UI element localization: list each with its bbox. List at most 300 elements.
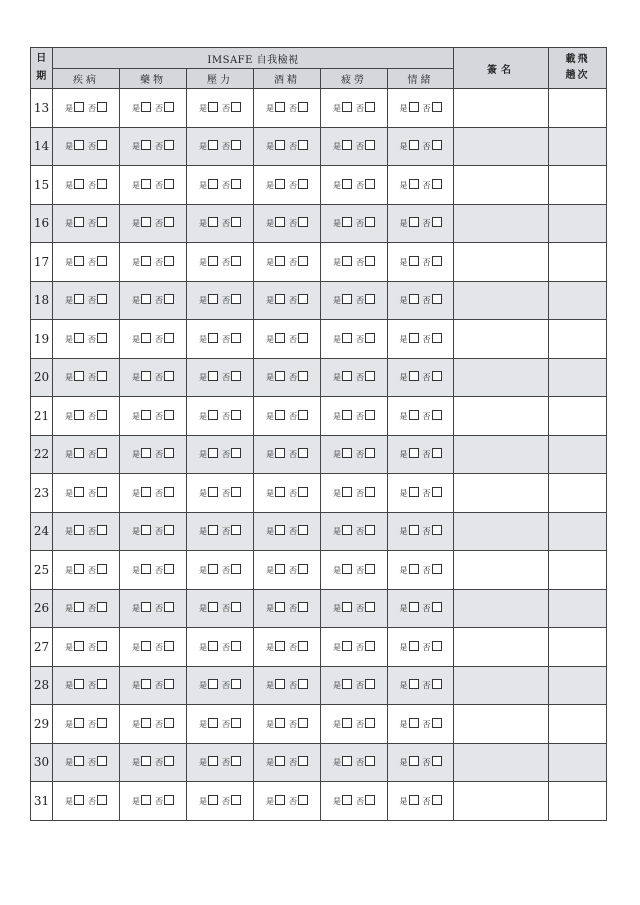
sortie-count-cell[interactable] [549, 89, 607, 128]
yes-checkbox[interactable] [141, 602, 151, 612]
no-checkbox[interactable] [97, 718, 107, 728]
sortie-count-cell[interactable] [549, 666, 607, 705]
yes-checkbox[interactable] [275, 256, 285, 266]
no-checkbox[interactable] [97, 448, 107, 458]
no-checkbox[interactable] [97, 294, 107, 304]
yes-checkbox[interactable] [342, 102, 352, 112]
no-checkbox[interactable] [164, 102, 174, 112]
yes-checkbox[interactable] [141, 217, 151, 227]
no-checkbox[interactable] [164, 140, 174, 150]
yes-checkbox[interactable] [409, 718, 419, 728]
no-checkbox[interactable] [298, 602, 308, 612]
yes-checkbox[interactable] [342, 333, 352, 343]
yes-checkbox[interactable] [208, 525, 218, 535]
no-option [289, 641, 308, 653]
yes-checkbox[interactable] [275, 102, 285, 112]
no-checkbox[interactable] [231, 564, 241, 574]
yes-label: 是 [199, 296, 207, 306]
yes-checkbox[interactable] [141, 718, 151, 728]
no-checkbox[interactable] [298, 294, 308, 304]
no-checkbox[interactable] [432, 179, 442, 189]
yes-checkbox[interactable] [342, 679, 352, 689]
no-checkbox[interactable] [432, 140, 442, 150]
no-checkbox[interactable] [231, 410, 241, 420]
no-checkbox[interactable] [97, 525, 107, 535]
no-checkbox[interactable] [231, 679, 241, 689]
sortie-count-cell[interactable] [549, 705, 607, 744]
sortie-count-cell[interactable] [549, 320, 607, 359]
no-checkbox[interactable] [432, 679, 442, 689]
no-checkbox[interactable] [164, 410, 174, 420]
no-checkbox[interactable] [231, 795, 241, 805]
no-checkbox[interactable] [365, 564, 375, 574]
yes-checkbox[interactable] [342, 256, 352, 266]
yes-checkbox[interactable] [74, 525, 84, 535]
no-checkbox[interactable] [231, 487, 241, 497]
yes-label: 是 [399, 103, 408, 113]
no-checkbox[interactable] [298, 718, 308, 728]
yes-checkbox[interactable] [275, 641, 285, 651]
no-checkbox[interactable] [164, 756, 174, 766]
yes-checkbox[interactable] [275, 679, 285, 689]
yes-checkbox[interactable] [275, 564, 285, 574]
no-checkbox[interactable] [298, 371, 308, 381]
yes-option [266, 333, 285, 345]
no-checkbox[interactable] [365, 679, 375, 689]
sortie-label-top: 載飛 [565, 54, 590, 65]
yes-checkbox[interactable] [275, 756, 285, 766]
no-checkbox[interactable] [97, 795, 107, 805]
yes-checkbox[interactable] [208, 641, 218, 651]
yes-checkbox[interactable] [208, 333, 218, 343]
signature-cell[interactable] [454, 127, 549, 166]
yes-checkbox[interactable] [208, 602, 218, 612]
no-checkbox[interactable] [97, 217, 107, 227]
no-checkbox[interactable] [432, 256, 442, 266]
yes-checkbox[interactable] [409, 448, 419, 458]
yes-checkbox[interactable] [342, 602, 352, 612]
sortie-count-cell[interactable] [549, 166, 607, 205]
no-checkbox[interactable] [365, 718, 375, 728]
sortie-count-cell[interactable] [549, 743, 607, 782]
signature-cell[interactable] [454, 551, 549, 590]
yes-checkbox[interactable] [74, 602, 84, 612]
sortie-count-cell[interactable] [549, 204, 607, 243]
no-checkbox[interactable] [365, 525, 375, 535]
no-checkbox[interactable] [298, 679, 308, 689]
no-checkbox[interactable] [298, 217, 308, 227]
yes-checkbox[interactable] [275, 371, 285, 381]
yes-checkbox[interactable] [74, 102, 84, 112]
yes-checkbox[interactable] [141, 641, 151, 651]
no-label: 否 [222, 719, 230, 729]
signature-cell[interactable] [454, 474, 549, 513]
yes-label: 是 [399, 796, 408, 806]
signature-cell[interactable] [454, 435, 549, 474]
no-checkbox[interactable] [432, 718, 442, 728]
no-checkbox[interactable] [298, 256, 308, 266]
no-checkbox[interactable] [164, 294, 174, 304]
yes-label: 是 [65, 180, 73, 190]
no-checkbox[interactable] [164, 448, 174, 458]
no-checkbox[interactable] [432, 410, 442, 420]
yes-checkbox[interactable] [275, 179, 285, 189]
yes-checkbox[interactable] [275, 140, 285, 150]
yes-checkbox[interactable] [141, 371, 151, 381]
no-checkbox[interactable] [164, 679, 174, 689]
no-checkbox[interactable] [231, 102, 241, 112]
signature-cell[interactable] [454, 743, 549, 782]
sortie-count-cell[interactable] [549, 551, 607, 590]
yes-checkbox[interactable] [208, 179, 218, 189]
no-checkbox[interactable] [231, 525, 241, 535]
yes-checkbox[interactable] [275, 602, 285, 612]
yes-checkbox[interactable] [409, 179, 419, 189]
yes-checkbox[interactable] [74, 448, 84, 458]
no-checkbox[interactable] [97, 256, 107, 266]
yes-checkbox[interactable] [409, 140, 419, 150]
yes-checkbox[interactable] [208, 256, 218, 266]
yes-label: 是 [199, 796, 207, 806]
no-checkbox[interactable] [365, 410, 375, 420]
yes-checkbox[interactable] [409, 294, 419, 304]
no-checkbox[interactable] [432, 294, 442, 304]
no-checkbox[interactable] [432, 448, 442, 458]
no-checkbox[interactable] [231, 217, 241, 227]
no-checkbox[interactable] [298, 487, 308, 497]
no-checkbox[interactable] [432, 217, 442, 227]
yes-checkbox[interactable] [409, 679, 419, 689]
yes-checkbox[interactable] [342, 525, 352, 535]
no-checkbox[interactable] [432, 564, 442, 574]
yes-checkbox[interactable] [275, 487, 285, 497]
no-checkbox[interactable] [365, 294, 375, 304]
yes-checkbox[interactable] [208, 102, 218, 112]
yes-checkbox[interactable] [141, 179, 151, 189]
yes-checkbox[interactable] [74, 679, 84, 689]
yes-checkbox[interactable] [141, 756, 151, 766]
yes-checkbox[interactable] [342, 487, 352, 497]
yes-checkbox[interactable] [342, 410, 352, 420]
no-checkbox[interactable] [365, 140, 375, 150]
yes-checkbox[interactable] [141, 333, 151, 343]
yes-checkbox[interactable] [74, 756, 84, 766]
signature-cell[interactable] [454, 243, 549, 282]
yes-checkbox[interactable] [208, 564, 218, 574]
yes-checkbox[interactable] [409, 102, 419, 112]
yes-checkbox[interactable] [409, 410, 419, 420]
no-checkbox[interactable] [298, 641, 308, 651]
yes-checkbox[interactable] [74, 718, 84, 728]
signature-cell[interactable] [454, 204, 549, 243]
yes-checkbox[interactable] [74, 641, 84, 651]
no-checkbox[interactable] [432, 795, 442, 805]
no-checkbox[interactable] [164, 718, 174, 728]
no-checkbox[interactable] [365, 448, 375, 458]
no-checkbox[interactable] [231, 179, 241, 189]
yes-checkbox[interactable] [275, 525, 285, 535]
no-checkbox[interactable] [298, 179, 308, 189]
no-label: 否 [289, 296, 297, 306]
no-checkbox[interactable] [365, 756, 375, 766]
no-checkbox[interactable] [298, 564, 308, 574]
yes-checkbox[interactable] [208, 140, 218, 150]
no-checkbox[interactable] [298, 102, 308, 112]
yes-checkbox[interactable] [409, 333, 419, 343]
yes-checkbox[interactable] [342, 795, 352, 805]
no-checkbox[interactable] [164, 371, 174, 381]
no-checkbox[interactable] [164, 487, 174, 497]
yes-checkbox[interactable] [342, 448, 352, 458]
yes-checkbox[interactable] [74, 256, 84, 266]
no-checkbox[interactable] [231, 294, 241, 304]
yes-checkbox[interactable] [141, 102, 151, 112]
no-checkbox[interactable] [298, 448, 308, 458]
no-checkbox[interactable] [164, 564, 174, 574]
signature-cell[interactable] [454, 705, 549, 744]
yes-checkbox[interactable] [409, 641, 419, 651]
signature-cell[interactable] [454, 512, 549, 551]
no-checkbox[interactable] [231, 718, 241, 728]
yes-checkbox[interactable] [409, 756, 419, 766]
signature-cell[interactable] [454, 589, 549, 628]
no-checkbox[interactable] [97, 641, 107, 651]
signature-cell[interactable] [454, 397, 549, 436]
sortie-count-cell[interactable] [549, 474, 607, 513]
yes-checkbox[interactable] [208, 795, 218, 805]
no-checkbox[interactable] [97, 487, 107, 497]
no-checkbox[interactable] [231, 602, 241, 612]
yes-checkbox[interactable] [409, 564, 419, 574]
no-checkbox[interactable] [365, 487, 375, 497]
signature-cell[interactable] [454, 666, 549, 705]
yes-checkbox[interactable] [342, 718, 352, 728]
yes-checkbox[interactable] [208, 371, 218, 381]
no-checkbox[interactable] [164, 217, 174, 227]
sortie-count-cell[interactable] [549, 628, 607, 667]
no-checkbox[interactable] [432, 641, 442, 651]
no-checkbox[interactable] [432, 371, 442, 381]
yes-checkbox[interactable] [141, 487, 151, 497]
signature-cell[interactable] [454, 782, 549, 821]
yes-checkbox[interactable] [74, 217, 84, 227]
sortie-label-bottom: 趟次 [565, 70, 590, 81]
yes-checkbox[interactable] [342, 641, 352, 651]
no-checkbox[interactable] [97, 602, 107, 612]
yes-checkbox[interactable] [409, 256, 419, 266]
signature-cell[interactable] [454, 628, 549, 667]
yes-checkbox[interactable] [141, 679, 151, 689]
no-checkbox[interactable] [365, 795, 375, 805]
sortie-count-cell[interactable] [549, 358, 607, 397]
yes-checkbox[interactable] [141, 564, 151, 574]
yes-checkbox[interactable] [141, 256, 151, 266]
yes-checkbox[interactable] [141, 140, 151, 150]
yes-checkbox[interactable] [141, 525, 151, 535]
yes-checkbox[interactable] [342, 179, 352, 189]
yes-checkbox[interactable] [342, 756, 352, 766]
no-checkbox[interactable] [164, 179, 174, 189]
no-checkbox[interactable] [365, 102, 375, 112]
no-label: 否 [222, 296, 230, 306]
yes-checkbox[interactable] [275, 448, 285, 458]
no-checkbox[interactable] [365, 217, 375, 227]
no-checkbox[interactable] [432, 102, 442, 112]
no-checkbox[interactable] [231, 641, 241, 651]
yes-label: 是 [333, 681, 341, 691]
no-option [155, 679, 174, 691]
no-option [222, 410, 241, 422]
signature-cell[interactable] [454, 320, 549, 359]
no-checkbox[interactable] [432, 487, 442, 497]
no-checkbox[interactable] [365, 371, 375, 381]
sortie-count-cell[interactable] [549, 243, 607, 282]
no-option [222, 564, 241, 576]
yes-checkbox[interactable] [342, 564, 352, 574]
yes-checkbox[interactable] [275, 333, 285, 343]
yes-checkbox[interactable] [208, 756, 218, 766]
yes-checkbox[interactable] [74, 564, 84, 574]
yes-checkbox[interactable] [208, 487, 218, 497]
no-checkbox[interactable] [298, 756, 308, 766]
no-label: 否 [155, 219, 163, 229]
yes-checkbox[interactable] [409, 795, 419, 805]
yes-checkbox[interactable] [342, 294, 352, 304]
no-checkbox[interactable] [164, 795, 174, 805]
no-checkbox[interactable] [97, 102, 107, 112]
no-checkbox[interactable] [432, 602, 442, 612]
yes-checkbox[interactable] [208, 410, 218, 420]
no-label: 否 [422, 642, 431, 652]
no-label: 否 [422, 257, 431, 267]
no-checkbox[interactable] [298, 333, 308, 343]
no-checkbox[interactable] [164, 641, 174, 651]
sortie-count-cell[interactable] [549, 512, 607, 551]
yes-checkbox[interactable] [74, 487, 84, 497]
yes-checkbox[interactable] [141, 410, 151, 420]
yes-label: 是 [333, 103, 341, 113]
no-checkbox[interactable] [97, 756, 107, 766]
yes-checkbox[interactable] [342, 217, 352, 227]
sortie-count-cell[interactable] [549, 281, 607, 320]
yes-option [266, 564, 285, 576]
yes-label: 是 [266, 488, 274, 498]
no-checkbox[interactable] [97, 564, 107, 574]
no-checkbox[interactable] [298, 410, 308, 420]
yes-checkbox[interactable] [74, 140, 84, 150]
yes-checkbox[interactable] [409, 602, 419, 612]
yes-checkbox[interactable] [275, 217, 285, 227]
sortie-count-cell[interactable] [549, 127, 607, 166]
yes-checkbox[interactable] [409, 487, 419, 497]
no-checkbox[interactable] [231, 256, 241, 266]
yes-checkbox[interactable] [208, 294, 218, 304]
no-checkbox[interactable] [231, 140, 241, 150]
no-checkbox[interactable] [97, 371, 107, 381]
no-checkbox[interactable] [164, 333, 174, 343]
no-checkbox[interactable] [432, 756, 442, 766]
check-cell [388, 166, 454, 205]
category-header-3: 酒精 [254, 69, 321, 89]
signature-cell[interactable] [454, 89, 549, 128]
no-label: 否 [289, 527, 297, 537]
yes-checkbox[interactable] [141, 795, 151, 805]
yes-checkbox[interactable] [409, 217, 419, 227]
yes-checkbox[interactable] [208, 217, 218, 227]
yes-checkbox[interactable] [74, 333, 84, 343]
yes-checkbox[interactable] [141, 294, 151, 304]
no-checkbox[interactable] [231, 756, 241, 766]
yes-checkbox[interactable] [275, 718, 285, 728]
no-checkbox[interactable] [298, 795, 308, 805]
yes-checkbox[interactable] [141, 448, 151, 458]
no-checkbox[interactable] [231, 371, 241, 381]
yes-checkbox[interactable] [409, 371, 419, 381]
no-checkbox[interactable] [231, 448, 241, 458]
no-checkbox[interactable] [365, 179, 375, 189]
check-cell [254, 589, 321, 628]
no-checkbox[interactable] [164, 602, 174, 612]
yes-checkbox[interactable] [74, 294, 84, 304]
yes-checkbox[interactable] [342, 140, 352, 150]
no-checkbox[interactable] [231, 333, 241, 343]
yes-checkbox[interactable] [342, 371, 352, 381]
yes-checkbox[interactable] [275, 410, 285, 420]
yes-label: 是 [333, 257, 341, 267]
yes-checkbox[interactable] [208, 718, 218, 728]
signature-cell[interactable] [454, 358, 549, 397]
sortie-count-cell[interactable] [549, 435, 607, 474]
signature-cell[interactable] [454, 166, 549, 205]
no-checkbox[interactable] [432, 525, 442, 535]
yes-checkbox[interactable] [409, 525, 419, 535]
no-checkbox[interactable] [164, 256, 174, 266]
sortie-count-cell[interactable] [549, 397, 607, 436]
yes-label: 是 [199, 450, 207, 460]
no-checkbox[interactable] [365, 256, 375, 266]
yes-checkbox[interactable] [74, 410, 84, 420]
no-checkbox[interactable] [97, 179, 107, 189]
yes-checkbox[interactable] [208, 448, 218, 458]
no-checkbox[interactable] [365, 602, 375, 612]
no-option [356, 718, 375, 730]
no-checkbox[interactable] [164, 525, 174, 535]
yes-label: 是 [65, 142, 73, 152]
no-option [88, 448, 107, 460]
no-checkbox[interactable] [365, 333, 375, 343]
no-checkbox[interactable] [97, 333, 107, 343]
no-checkbox[interactable] [365, 641, 375, 651]
no-checkbox[interactable] [97, 140, 107, 150]
check-cell [254, 551, 321, 590]
yes-checkbox[interactable] [74, 795, 84, 805]
check-cell [53, 281, 120, 320]
signature-cell[interactable] [454, 281, 549, 320]
no-checkbox[interactable] [432, 333, 442, 343]
yes-checkbox[interactable] [275, 294, 285, 304]
no-checkbox[interactable] [97, 679, 107, 689]
no-option [289, 294, 308, 306]
no-checkbox[interactable] [97, 410, 107, 420]
no-checkbox[interactable] [298, 140, 308, 150]
no-checkbox[interactable] [298, 525, 308, 535]
yes-checkbox[interactable] [74, 371, 84, 381]
yes-checkbox[interactable] [74, 179, 84, 189]
sortie-count-cell[interactable] [549, 782, 607, 821]
sortie-count-cell[interactable] [549, 589, 607, 628]
yes-checkbox[interactable] [208, 679, 218, 689]
yes-checkbox[interactable] [275, 795, 285, 805]
